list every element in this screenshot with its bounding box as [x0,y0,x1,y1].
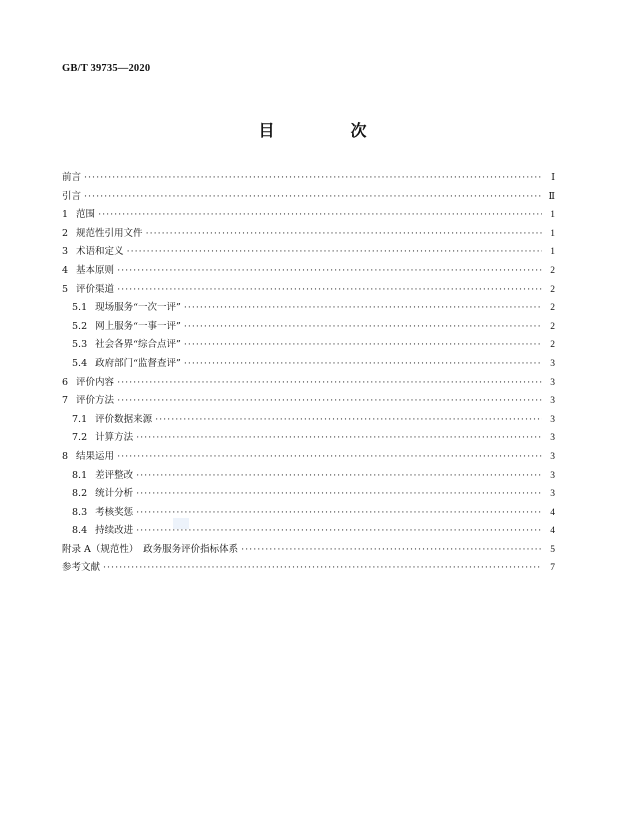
toc-dot-leader [117,374,542,393]
toc-entry-label: 计算方法 [95,432,134,444]
toc-entry-number: 7.1 [72,413,88,425]
toc-dot-leader [117,262,542,281]
toc-entry[interactable] [62,299,555,318]
toc-entry[interactable] [62,336,555,355]
toc-entry-label: 社会各界“综合点评” [95,339,181,351]
toc-entry[interactable] [62,281,555,300]
toc-dot-leader [117,281,542,300]
toc-entry[interactable] [62,411,555,430]
toc-entry-page: 1 [550,210,555,221]
toc-entry-number: 1 [62,209,69,221]
toc-dot-leader [136,467,542,486]
toc-entry-page: Ⅱ [548,191,555,202]
toc-entry-number: 5 [62,283,69,295]
toc-entry-label: 统计分析 [95,488,134,500]
table-of-contents [62,169,555,578]
toc-entry[interactable] [62,169,555,188]
toc-entry-number: 8.2 [72,488,88,500]
toc-entry-page: 2 [550,265,555,276]
toc-entry-number: 2 [62,227,69,239]
toc-entry-label: 评价方法 [76,395,115,407]
toc-entry[interactable] [62,429,555,448]
toc-dot-leader [155,411,542,430]
toc-entry-number: 6 [62,376,69,388]
toc-dot-leader [146,225,542,244]
toc-entry[interactable] [62,559,555,578]
toc-entry-label: 持续改进 [95,525,134,537]
toc-entry-page: 3 [550,396,555,407]
toc-entry-number: 8.4 [72,525,88,537]
toc-dot-leader [184,355,542,374]
toc-entry[interactable] [62,355,555,374]
toc-dot-leader [127,243,542,262]
toc-entry-label: 规范性引用文件 [76,227,143,239]
toc-dot-leader [136,522,542,541]
toc-entry-number: 8.1 [72,469,88,481]
toc-entry-number: 4 [62,264,69,276]
toc-dot-leader [98,206,542,225]
toc-dot-leader [136,485,542,504]
toc-entry-label: 差评整改 [95,469,134,481]
toc-entry[interactable] [62,522,555,541]
toc-entry-page: Ⅰ [551,173,555,183]
toc-entry[interactable] [62,448,555,467]
toc-entry-number: 5.2 [72,320,88,332]
toc-entry-label: 评价内容 [76,376,115,388]
toc-dot-leader [241,541,542,560]
toc-entry-label: 现场服务“一次一评” [95,302,181,314]
toc-dot-leader [184,299,542,318]
toc-entry[interactable] [62,243,555,262]
toc-entry-page: 3 [550,470,555,481]
toc-entry-label: 网上服务“一事一评” [95,320,181,332]
toc-entry-number: 8 [62,450,69,462]
toc-entry-number: 7 [62,395,69,407]
toc-entry-label: 术语和定义 [76,246,124,258]
toc-entry-number: 7.2 [72,432,88,444]
toc-entry-number: 8.3 [72,506,88,518]
toc-entry[interactable] [62,541,555,560]
toc-entry-number: 5.3 [72,339,88,351]
toc-entry[interactable] [62,504,555,523]
toc-entry-number: 5.4 [72,357,88,369]
toc-entry[interactable] [62,467,555,486]
toc-entry-label: 考核奖惩 [95,506,134,518]
toc-entry-page: 1 [550,247,555,258]
standard-code: GB/T 39735—2020 [62,63,151,74]
toc-dot-leader [136,504,542,523]
toc-entry-page: 3 [550,451,555,462]
toc-dot-leader [184,336,542,355]
toc-entry-label: 评价渠道 [76,283,115,295]
toc-entry-page: 1 [550,228,555,239]
toc-entry-page: 3 [550,433,555,444]
toc-entry-number: 3 [62,246,69,258]
toc-entry[interactable] [62,485,555,504]
toc-entry[interactable] [62,262,555,281]
toc-entry[interactable] [62,318,555,337]
toc-entry-page: 4 [550,507,555,518]
toc-entry-page: 4 [550,526,555,537]
toc-entry-label: 参考文献 [62,562,101,574]
toc-entry-page: 7 [550,563,555,574]
toc-entry-label: 范围 [76,209,96,221]
toc-entry-page: 3 [550,358,555,369]
toc-entry-page: 2 [550,303,555,314]
toc-entry[interactable] [62,188,555,207]
toc-entry-page: 2 [550,321,555,332]
toc-entry-page: 2 [550,340,555,351]
toc-entry[interactable] [62,225,555,244]
toc-entry-page: 3 [550,414,555,425]
toc-entry-page: 2 [550,284,555,295]
toc-entry-page: 5 [550,544,555,555]
toc-entry-number: 5.1 [72,302,88,314]
toc-entry-page: 3 [550,377,555,388]
page-title: 目 次 [258,121,397,140]
toc-dot-leader [136,429,542,448]
toc-entry-label: 附录 A（规范性） 政务服务评价指标体系 [62,543,239,555]
toc-entry-label: 基本原则 [76,264,115,276]
toc-dot-leader [103,559,542,578]
toc-entry-page: 3 [550,489,555,500]
toc-entry-label: 引言 [62,190,82,202]
toc-entry-label: 前言 [62,172,82,183]
toc-dot-leader [84,169,542,188]
toc-entry[interactable] [62,374,555,393]
toc-dot-leader [117,392,542,411]
scan-artifact [173,518,189,529]
toc-dot-leader [117,448,542,467]
toc-entry[interactable] [62,392,555,411]
toc-entry-label: 政府部门“监督查评” [95,357,181,369]
toc-dot-leader [184,318,542,337]
toc-entry-label: 评价数据来源 [95,413,153,425]
toc-entry[interactable] [62,206,555,225]
toc-entry-label: 结果运用 [76,450,115,462]
toc-dot-leader [84,188,542,207]
